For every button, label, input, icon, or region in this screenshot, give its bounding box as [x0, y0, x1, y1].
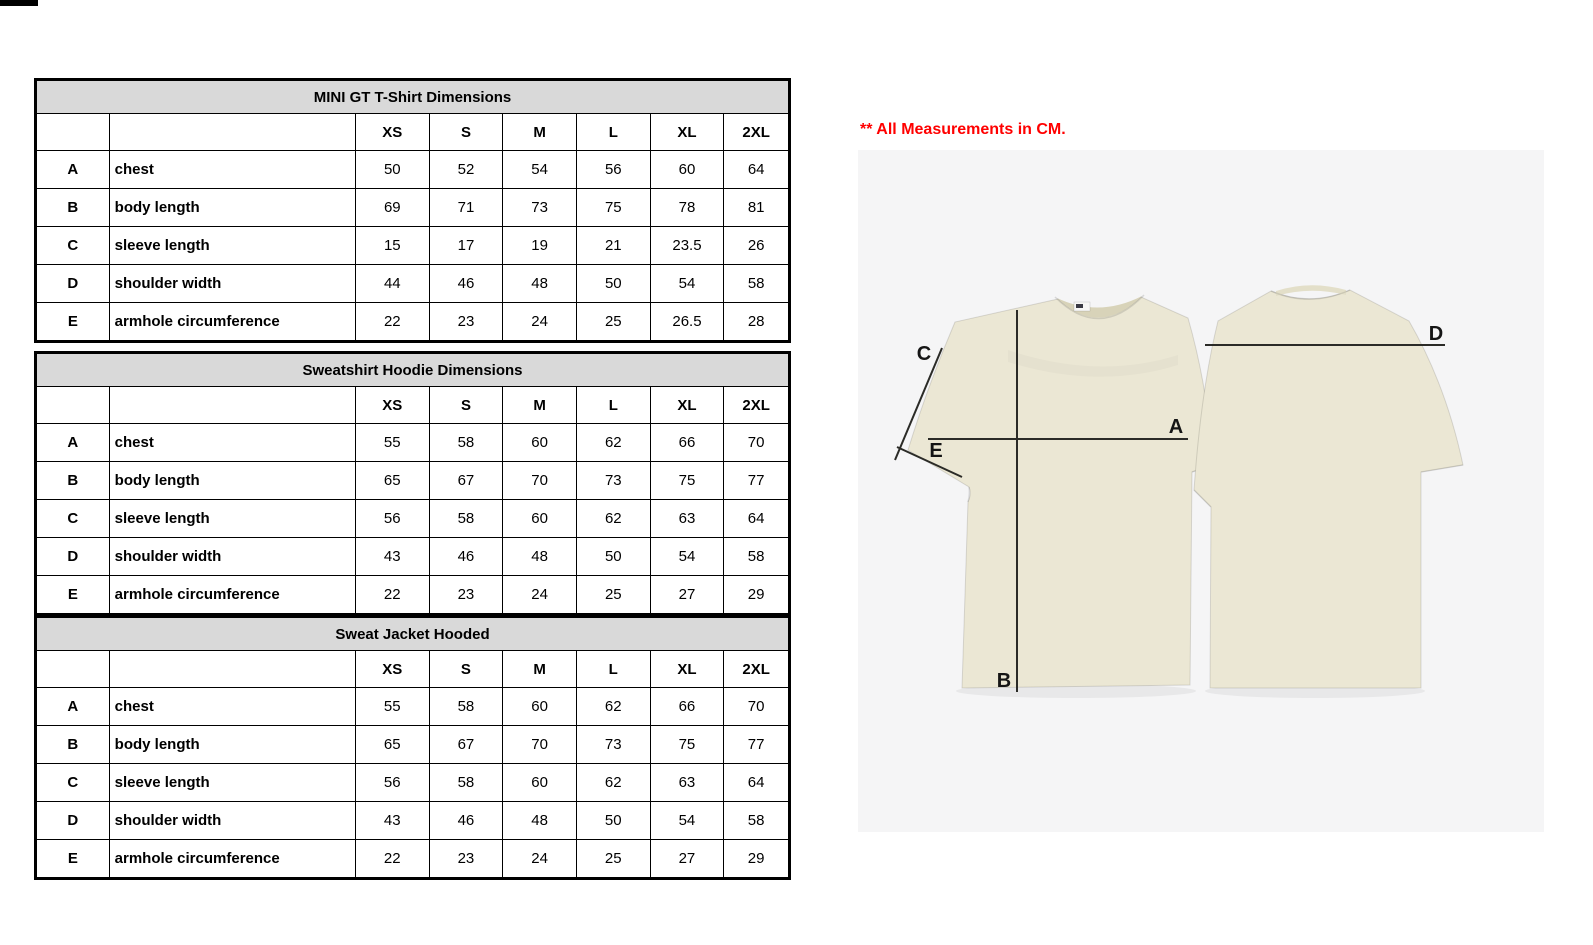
- table-title: MINI GT T-Shirt Dimensions: [37, 81, 789, 114]
- value-cell: 58: [429, 688, 503, 726]
- dimensions-table: [36, 353, 789, 614]
- row-key: C: [37, 227, 110, 265]
- corner-cell: [37, 114, 110, 151]
- value-cell: 70: [724, 424, 789, 462]
- size-column-header: XS: [355, 651, 429, 688]
- value-cell: 48: [503, 538, 577, 576]
- value-cell: 55: [355, 688, 429, 726]
- corner-cell: [109, 387, 355, 424]
- value-cell: 56: [355, 764, 429, 802]
- value-cell: 58: [724, 802, 789, 840]
- value-cell: 58: [724, 265, 789, 303]
- size-column-header: S: [429, 114, 503, 151]
- measure-label-e: E: [929, 440, 943, 462]
- row-label: shoulder width: [109, 265, 355, 303]
- value-cell: 25: [576, 576, 650, 614]
- size-column-header: M: [503, 651, 577, 688]
- value-cell: 50: [576, 538, 650, 576]
- table-sweat-jacket-hooded: [34, 615, 791, 880]
- size-column-header: L: [576, 387, 650, 424]
- value-cell: 22: [355, 840, 429, 878]
- value-cell: 58: [429, 764, 503, 802]
- value-cell: 58: [724, 538, 789, 576]
- row-key: A: [37, 151, 110, 189]
- value-cell: 46: [429, 265, 503, 303]
- value-cell: 69: [355, 189, 429, 227]
- row-key: B: [37, 189, 110, 227]
- size-column-header: XS: [355, 114, 429, 151]
- value-cell: 27: [650, 840, 724, 878]
- row-key: D: [37, 265, 110, 303]
- value-cell: 65: [355, 726, 429, 764]
- value-cell: 54: [650, 802, 724, 840]
- value-cell: 70: [503, 726, 577, 764]
- row-label: shoulder width: [109, 802, 355, 840]
- table-row: [37, 802, 789, 840]
- value-cell: 50: [576, 265, 650, 303]
- value-cell: 73: [576, 726, 650, 764]
- value-cell: 19: [503, 227, 577, 265]
- measure-label-a: A: [1168, 416, 1184, 438]
- value-cell: 60: [503, 424, 577, 462]
- value-cell: 77: [724, 726, 789, 764]
- measure-label-c: C: [916, 343, 932, 365]
- row-label: sleeve length: [109, 227, 355, 265]
- table-row: [37, 840, 789, 878]
- value-cell: 17: [429, 227, 503, 265]
- table-title: Sweat Jacket Hooded: [37, 618, 789, 651]
- table-row: [37, 764, 789, 802]
- table-row: [37, 227, 789, 265]
- size-column-header: M: [503, 114, 577, 151]
- neck-label-logo: [1076, 304, 1083, 308]
- value-cell: 55: [355, 424, 429, 462]
- measure-label-b: B: [996, 670, 1012, 692]
- value-cell: 24: [503, 303, 577, 341]
- value-cell: 62: [576, 764, 650, 802]
- value-cell: 23: [429, 303, 503, 341]
- row-key: C: [37, 500, 110, 538]
- corner-cell: [37, 387, 110, 424]
- value-cell: 22: [355, 576, 429, 614]
- size-column-header: S: [429, 387, 503, 424]
- size-column-header: 2XL: [724, 114, 789, 151]
- row-key: E: [37, 840, 110, 878]
- value-cell: 48: [503, 802, 577, 840]
- value-cell: 27: [650, 576, 724, 614]
- row-label: sleeve length: [109, 500, 355, 538]
- row-key: A: [37, 424, 110, 462]
- value-cell: 43: [355, 802, 429, 840]
- value-cell: 54: [650, 265, 724, 303]
- table-mini-gt-tshirt: [34, 78, 791, 343]
- value-cell: 23: [429, 576, 503, 614]
- value-cell: 25: [576, 303, 650, 341]
- value-cell: 81: [724, 189, 789, 227]
- row-key: A: [37, 688, 110, 726]
- value-cell: 58: [429, 424, 503, 462]
- value-cell: 46: [429, 538, 503, 576]
- value-cell: 66: [650, 424, 724, 462]
- value-cell: 29: [724, 840, 789, 878]
- value-cell: 70: [503, 462, 577, 500]
- size-column-header: 2XL: [724, 651, 789, 688]
- value-cell: 21: [576, 227, 650, 265]
- table-title: Sweatshirt Hoodie Dimensions: [37, 354, 789, 387]
- tshirt-measurement-diagram: [858, 150, 1544, 832]
- value-cell: 62: [576, 688, 650, 726]
- value-cell: 23: [429, 840, 503, 878]
- table-row: [37, 500, 789, 538]
- value-cell: 58: [429, 500, 503, 538]
- table-row: [37, 151, 789, 189]
- value-cell: 48: [503, 265, 577, 303]
- dimensions-table: [36, 617, 789, 878]
- value-cell: 75: [650, 462, 724, 500]
- row-label: body length: [109, 462, 355, 500]
- table-row: [37, 538, 789, 576]
- value-cell: 29: [724, 576, 789, 614]
- row-key: B: [37, 462, 110, 500]
- value-cell: 52: [429, 151, 503, 189]
- size-column-header: S: [429, 651, 503, 688]
- row-key: E: [37, 576, 110, 614]
- value-cell: 66: [650, 688, 724, 726]
- table-row: [37, 303, 789, 341]
- value-cell: 64: [724, 151, 789, 189]
- size-column-header: M: [503, 387, 577, 424]
- value-cell: 60: [503, 500, 577, 538]
- value-cell: 46: [429, 802, 503, 840]
- table-row: [37, 462, 789, 500]
- row-key: B: [37, 726, 110, 764]
- table-row: [37, 189, 789, 227]
- row-label: shoulder width: [109, 538, 355, 576]
- table-row: [37, 424, 789, 462]
- row-label: chest: [109, 688, 355, 726]
- dimensions-table: [36, 80, 789, 341]
- value-cell: 65: [355, 462, 429, 500]
- value-cell: 60: [650, 151, 724, 189]
- value-cell: 67: [429, 726, 503, 764]
- table-row: [37, 265, 789, 303]
- corner-cell: [109, 651, 355, 688]
- value-cell: 62: [576, 500, 650, 538]
- value-cell: 75: [650, 726, 724, 764]
- value-cell: 50: [576, 802, 650, 840]
- row-key: C: [37, 764, 110, 802]
- value-cell: 22: [355, 303, 429, 341]
- size-column-header: L: [576, 114, 650, 151]
- value-cell: 24: [503, 576, 577, 614]
- row-key: D: [37, 802, 110, 840]
- size-column-header: L: [576, 651, 650, 688]
- value-cell: 56: [355, 500, 429, 538]
- value-cell: 44: [355, 265, 429, 303]
- value-cell: 73: [576, 462, 650, 500]
- value-cell: 62: [576, 424, 650, 462]
- value-cell: 71: [429, 189, 503, 227]
- value-cell: 43: [355, 538, 429, 576]
- measure-label-d: D: [1428, 323, 1444, 345]
- size-column-header: XL: [650, 114, 724, 151]
- value-cell: 54: [503, 151, 577, 189]
- cropped-toolbar-artifact: [0, 0, 38, 6]
- row-key: D: [37, 538, 110, 576]
- table-row: [37, 726, 789, 764]
- corner-cell: [109, 114, 355, 151]
- size-column-header: XL: [650, 651, 724, 688]
- value-cell: 64: [724, 500, 789, 538]
- value-cell: 25: [576, 840, 650, 878]
- table-row: [37, 576, 789, 614]
- value-cell: 63: [650, 764, 724, 802]
- row-label: armhole circumference: [109, 840, 355, 878]
- value-cell: 28: [724, 303, 789, 341]
- row-label: body length: [109, 726, 355, 764]
- value-cell: 54: [650, 538, 724, 576]
- value-cell: 70: [724, 688, 789, 726]
- tshirt-diagram-svg: [858, 150, 1544, 832]
- row-key: E: [37, 303, 110, 341]
- value-cell: 78: [650, 189, 724, 227]
- value-cell: 63: [650, 500, 724, 538]
- value-cell: 24: [503, 840, 577, 878]
- value-cell: 26: [724, 227, 789, 265]
- value-cell: 23.5: [650, 227, 724, 265]
- value-cell: 50: [355, 151, 429, 189]
- size-column-header: 2XL: [724, 387, 789, 424]
- value-cell: 60: [503, 688, 577, 726]
- table-sweatshirt-hoodie: [34, 351, 791, 616]
- row-label: armhole circumference: [109, 576, 355, 614]
- value-cell: 64: [724, 764, 789, 802]
- row-label: chest: [109, 424, 355, 462]
- table-row: [37, 688, 789, 726]
- row-label: body length: [109, 189, 355, 227]
- size-column-header: XS: [355, 387, 429, 424]
- value-cell: 60: [503, 764, 577, 802]
- measurements-note: ** All Measurements in CM.: [860, 121, 1066, 138]
- corner-cell: [37, 651, 110, 688]
- value-cell: 67: [429, 462, 503, 500]
- value-cell: 75: [576, 189, 650, 227]
- value-cell: 56: [576, 151, 650, 189]
- row-label: armhole circumference: [109, 303, 355, 341]
- value-cell: 15: [355, 227, 429, 265]
- value-cell: 26.5: [650, 303, 724, 341]
- value-cell: 73: [503, 189, 577, 227]
- row-label: sleeve length: [109, 764, 355, 802]
- size-column-header: XL: [650, 387, 724, 424]
- row-label: chest: [109, 151, 355, 189]
- value-cell: 77: [724, 462, 789, 500]
